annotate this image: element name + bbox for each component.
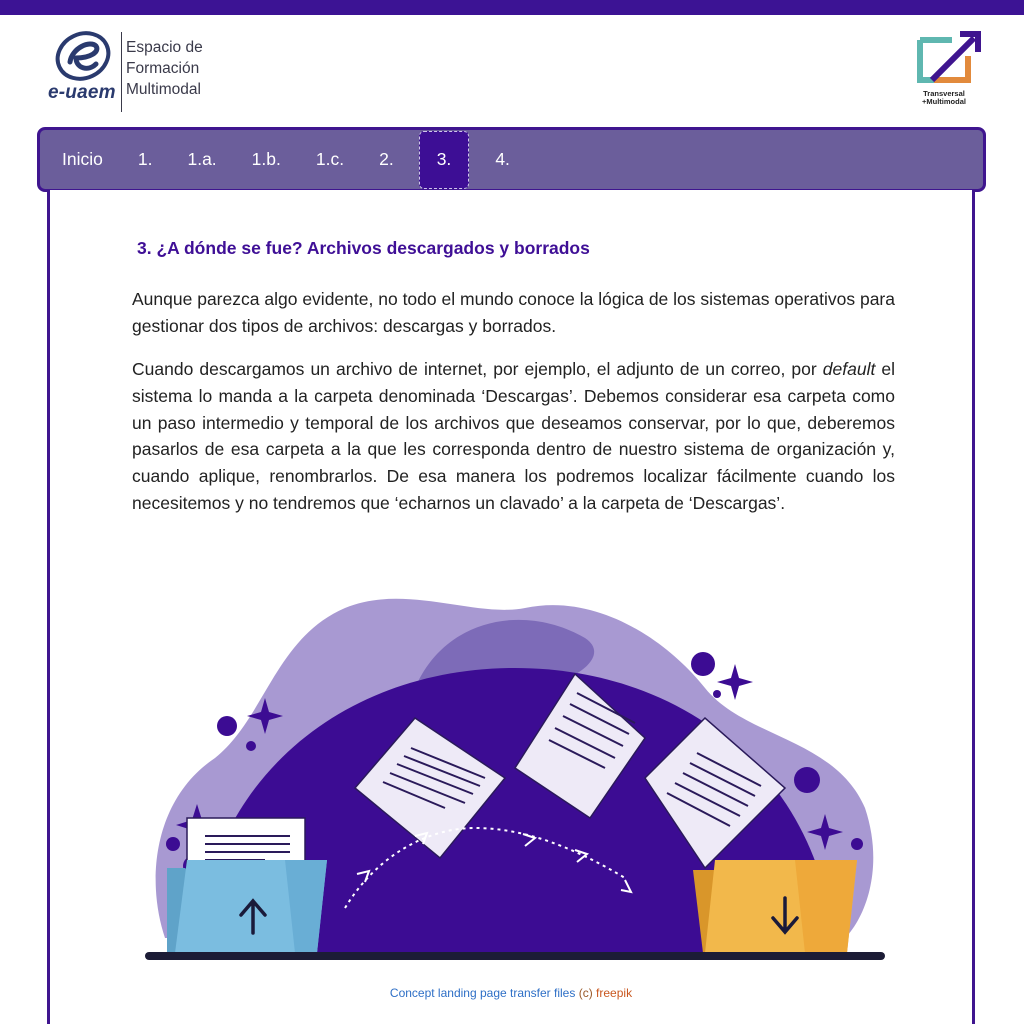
logo-line-3: Multimodal: [126, 81, 201, 98]
nav-tab-1c[interactable]: 1.c.: [315, 149, 345, 169]
nav-tab-3[interactable]: 3.: [419, 131, 470, 189]
euaem-e-icon: [54, 30, 112, 84]
file-transfer-illustration: [145, 578, 885, 978]
paragraph-intro: Aunque parezca algo evidente, no todo el mundo conoce la lógica de los sistemas operativos para gestionar dos tipos de archivos: descargas y borrados.: [132, 289, 895, 336]
nav-tab-inicio[interactable]: Inicio: [62, 149, 103, 169]
download-folder: [693, 860, 857, 953]
transversal-multimodal-logo[interactable]: [912, 30, 984, 110]
upload-folder: [167, 818, 327, 953]
logo-tagline: [126, 37, 203, 100]
right-logo-line-2: +Multimodal: [922, 97, 966, 106]
nav-tab-1a[interactable]: 1.a.: [187, 149, 217, 169]
nav-tab-4[interactable]: 4.: [495, 149, 510, 169]
logo-divider: [121, 32, 122, 112]
credit-link[interactable]: Concept landing page transfer files: [389, 986, 576, 1000]
section-nav: [37, 127, 986, 192]
nav-tab-2[interactable]: 2.: [379, 149, 394, 169]
credit-author-link[interactable]: freepik: [596, 986, 633, 1000]
paragraph-downloads: [132, 356, 895, 517]
nav-tab-1[interactable]: 1.: [137, 149, 153, 169]
logo-line-1: Espacio de: [126, 39, 203, 56]
section-title: 3. ¿A dónde se fue? Archivos descargados y borrados: [137, 238, 590, 258]
right-logo-line-1: Transversal: [923, 89, 965, 98]
image-credit: [50, 986, 972, 1000]
transversal-arrow-icon: [912, 30, 984, 90]
credit-copyright: (c): [578, 986, 593, 1000]
logo-brand-text: e-uaem: [48, 82, 116, 103]
content-panel: [47, 190, 975, 1024]
euaem-logo[interactable]: [48, 30, 228, 114]
transversal-logo-text: [918, 90, 970, 106]
paragraph-downloads-end: el sistema lo manda a la carpeta denominada ‘Descargas’. Debemos considerar esa carpeta como un paso intermedio y temporal de los archivos que deseamos conservar, por lo que, deberemos pasarlos de esa carpeta a la que les corresponda dentro de nuestro sistema de organización y, cuando aplique, renombrarlos. De esa manera los podremos localizar fácilmente cuando los necesitemos y no tendremos que ‘echarnos un clavado’ a la carpeta de ‘Descargas’.: [132, 359, 895, 513]
paragraph-downloads-italic: default: [822, 359, 876, 379]
top-accent-bar: [0, 0, 1024, 15]
logo-line-2: Formación: [126, 60, 200, 77]
paragraph-downloads-start: Cuando descargamos un archivo de internet, por ejemplo, el adjunto de un correo, por: [132, 359, 823, 379]
nav-tab-1b[interactable]: 1.b.: [251, 149, 281, 169]
